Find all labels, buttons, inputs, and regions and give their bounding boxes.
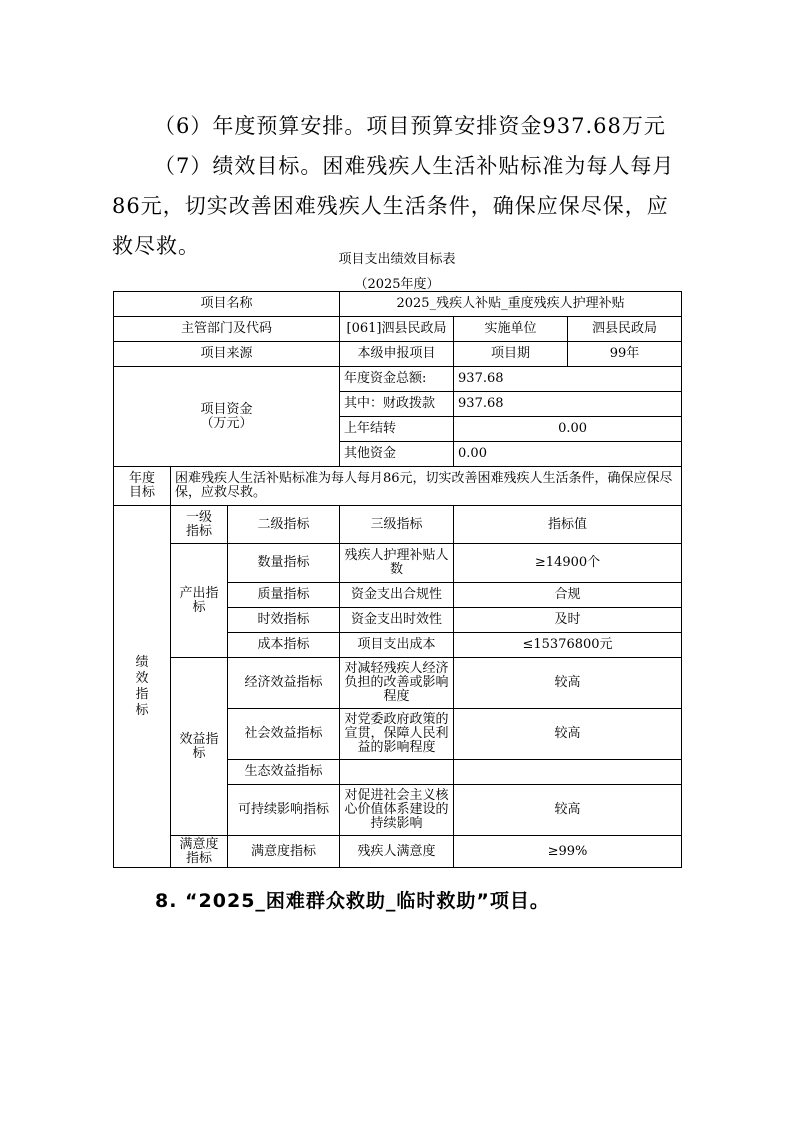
row-level2: 生态效益指标: [228, 760, 340, 785]
project-name-label: 项目名称: [114, 292, 340, 317]
budget-paragraph: （6）年度预算安排。项目预算安排资金937.68万元: [154, 114, 666, 138]
row-level2: 质量指标: [228, 583, 340, 608]
funds-fiscal-label: 其中：财政拨款: [340, 392, 454, 417]
row-level3: 残疾人护理补贴人数: [340, 544, 454, 583]
row-level3: 资金支出合规性: [340, 583, 454, 608]
row-value: ≥14900个: [454, 544, 682, 583]
funds-other-value: 0.00: [454, 442, 682, 467]
annual-goal-text: 困难残疾人生活补贴标准为每人每月86元，切实改善困难残疾人生活条件，确保应保尽保，应救尽救。: [171, 467, 682, 506]
dept-value: [061]泗县民政局: [340, 317, 454, 342]
header-level3: 三级指标: [340, 506, 454, 544]
row-level2: 可持续影响指标: [228, 785, 340, 836]
row-level3: 资金支出时效性: [340, 608, 454, 633]
period-value: 99年: [568, 342, 682, 367]
next-project-heading: 8. “2025_困难群众救助_临时救助”项目。: [155, 890, 550, 912]
row-value: 及时: [454, 608, 682, 633]
perf-indicator-label: 绩 效 指 标: [114, 506, 171, 868]
source-label: 项目来源: [114, 342, 340, 367]
row-level2: 社会效益指标: [228, 709, 340, 760]
period-label: 项目期: [454, 342, 568, 367]
annual-goal-label: 年度 目标: [114, 467, 171, 506]
row-value: 较高: [454, 709, 682, 760]
funds-carry-label: 上年结转: [340, 417, 454, 442]
row-value: 较高: [454, 785, 682, 836]
funds-label: 项目资金 （万元）: [114, 367, 340, 467]
row-value: ≤15376800元: [454, 633, 682, 658]
group-benefit: 效益指 标: [171, 658, 228, 836]
funds-total-label: 年度资金总额:: [340, 367, 454, 392]
group-output: 产出指 标: [171, 544, 228, 658]
row-level2: 满意度指标: [228, 836, 340, 868]
table-title: 项目支出绩效目标表: [338, 252, 456, 267]
row-level3: 对促进社会主义核心价值体系建设的持续影响: [340, 785, 454, 836]
row-level3: 对党委政府政策的宣贯，保障人民利益的影响程度: [340, 709, 454, 760]
row-level3: 项目支出成本: [340, 633, 454, 658]
funds-other-label: 其他资金: [340, 442, 454, 467]
row-level3: [340, 760, 454, 785]
row-value: 合规: [454, 583, 682, 608]
header-level1: 一级 指标: [171, 506, 228, 544]
funds-total-value: 937.68: [454, 367, 682, 392]
dept-label: 主管部门及代码: [114, 317, 340, 342]
impl-unit-label: 实施单位: [454, 317, 568, 342]
project-name-value: 2025_残疾人补贴_重度残疾人护理补贴: [340, 292, 682, 317]
group-satisfaction: 满意度 指标: [171, 836, 228, 868]
row-level2: 时效指标: [228, 608, 340, 633]
row-value: ≥99%: [454, 836, 682, 868]
row-level3: 对减轻残疾人经济负担的改善或影响程度: [340, 658, 454, 709]
funds-carry-value: 0.00: [454, 417, 682, 442]
row-level2: 成本指标: [228, 633, 340, 658]
table-year: （2025年度）: [354, 277, 440, 292]
row-value: 较高: [454, 658, 682, 709]
row-level2: 数量指标: [228, 544, 340, 583]
impl-unit-value: 泗县民政局: [568, 317, 682, 342]
row-level2: 经济效益指标: [228, 658, 340, 709]
row-level3: 残疾人满意度: [340, 836, 454, 868]
target-paragraph: （7）绩效目标。困难残疾人生活补贴标准为每人每月86元，切实改善困难残疾人生活条件，确保应保尽保，应救尽救。: [112, 154, 675, 258]
row-value: [454, 760, 682, 785]
funds-fiscal-value: 937.68: [454, 392, 682, 417]
performance-target-table: [113, 291, 682, 868]
source-value: 本级申报项目: [340, 342, 454, 367]
header-level2: 二级指标: [228, 506, 340, 544]
header-value: 指标值: [454, 506, 682, 544]
